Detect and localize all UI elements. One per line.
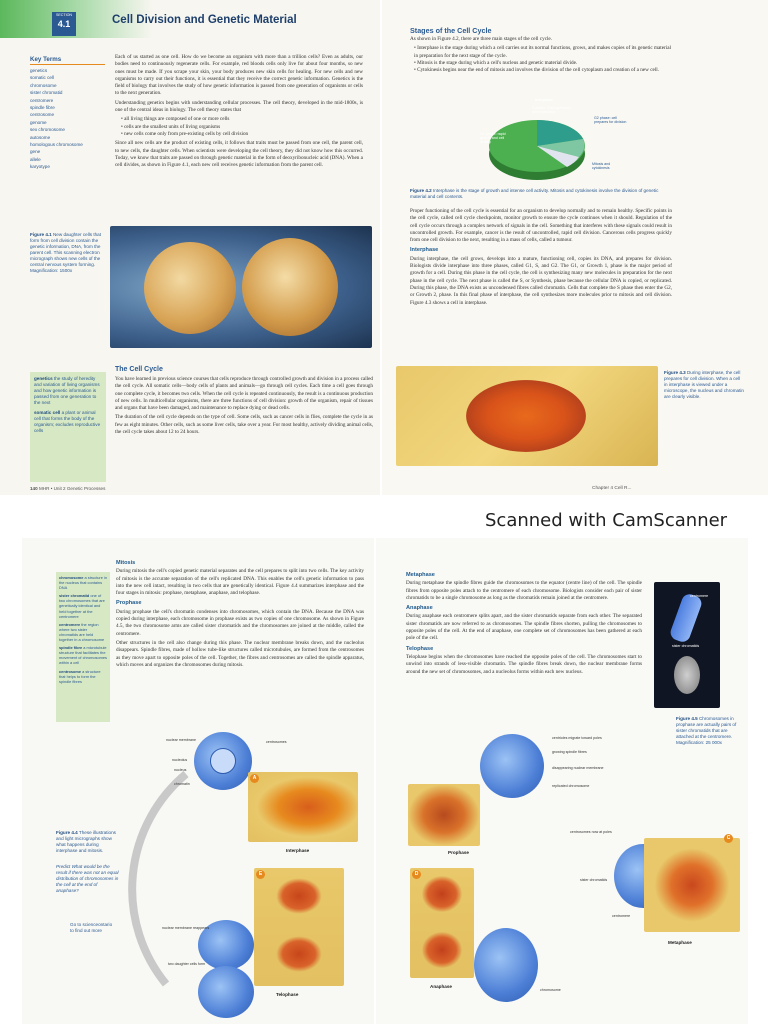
phases-text <box>406 572 642 678</box>
key-term: autosome <box>30 134 51 140</box>
key-term: allele <box>30 156 41 162</box>
anaphase-paragraph: During anaphase each centromere splits apart, and the sister chromatids separate from each other. The separated sister chromatids are now referred to as chromosomes. The spindle fibres shorten, pulling the chromosomes to opposite poles of the cell. At the end of anaphase, one complete set of chromosomes has been gathered at each pole of the cell. <box>406 613 642 642</box>
stages-bullet-list <box>410 45 672 74</box>
telophase-chromatin-top <box>276 878 322 914</box>
mitosis-paragraph: During mitosis the cell's copied genetic material separates and the cell prepares to split into two cells. The key activity of mitosis is the accurate separation of the cell's replicated DNA. This enables the cell's genetic information to pass into the new cell intact, resulting in two cells that are genetically identical. Figure 4.4 summarizes interphase and the four stages in mitosis: prophase, metaphase, anaphase, and telophase. <box>116 568 364 597</box>
interphase-nucleus-diagram <box>210 748 236 774</box>
cell-theory-bullet: • cells are the smallest units of living organisms <box>121 123 221 130</box>
cell-cycle-paragraph: You have learned in previous science courses that cells reproduce through controlled growth and division in a process called the cell cycle. All somatic cells—body cells of plants and animals—go through cell cycles. Each time a cell goes through one complete cycle, it becomes two cells. When the cell cycle is repeated continuously, the result is a continuous production of new cells. In multicellular organisms, there are three functions of cell division: growth of the organism, repair of tissues and organs that have been damaged, and maintenance to replace dying or dead cells. <box>115 376 373 412</box>
glossary-entry <box>34 410 102 434</box>
label-chromatin: chromatin <box>174 782 190 786</box>
section-title: Cell Division and Genetic Material <box>112 14 297 26</box>
bottom-spread-right-page <box>376 538 748 1024</box>
anaphase-set-top <box>422 876 462 912</box>
fig45-caption-text: Chromosomes in prophase are actually pairs of sister chromatids that are attached at the centromere. Magnification: 25 000x <box>676 716 737 745</box>
glossary-definition: a microtubule structure that facilitates the movement of chromosomes within a cell <box>59 645 108 666</box>
stage-bullet: • Cytokinesis begins near the end of mitosis and involves the division of the cell cytoplasm and creation of a new cell. <box>414 67 659 74</box>
label-centrosomes: centrosomes <box>266 740 287 744</box>
glossary-term: chromosome <box>59 575 85 580</box>
intro-text <box>115 54 363 171</box>
stage-label-anaphase: Anaphase <box>430 984 452 989</box>
page-number: 140 <box>30 486 38 491</box>
glossary-entry <box>59 622 107 642</box>
prophase-paragraph: During prophase the cell's chromatin condenses into chromosomes, which contain the DNA. Because the DNA was copied during interphase, each chromosome in prophase exists as two copies of one chromosome. As shown in Figure 4.5, the two chromosome arms are called sister chromatids and the chromosomes are joined at the middle, called the centromere. <box>116 608 364 637</box>
stages-intro: As shown in Figure 4.2, there are three main stages of the cell cycle. <box>410 36 553 42</box>
glossary-term: sister chromatid <box>59 593 91 599</box>
glossary-term: somatic cell <box>34 410 61 415</box>
fig43-caption-label: Figure 4.3 <box>664 370 686 375</box>
fig42-label-g1-phase: G1 phase: rapid growth and cell activity <box>480 132 506 144</box>
fig42-label-interphase: Interphase <box>535 98 554 102</box>
section-badge-number: 4.1 <box>57 19 71 29</box>
glossary-term: centromere <box>59 621 82 627</box>
anaphase-cell <box>474 928 538 1002</box>
prophase-cell <box>480 734 544 798</box>
stage-badge-e: E <box>256 870 265 879</box>
cell-cycle-text <box>115 376 373 438</box>
label-growing-spindle: growing spindle fibres <box>552 750 587 754</box>
anaphase-micrograph <box>410 868 474 978</box>
daughter-cell-right <box>242 238 338 336</box>
key-term: genome <box>30 119 47 125</box>
checkpoints-paragraph: Proper functioning of the cell cycle is essential for an organism to develop normally and to remain healthy. Specific points in the cell cycle, called cell cycle checkpoints, monitor growth to ensure the cycle continues when it should. Regulation of the cell cycle occurs through a complex network of signals in the cell. Something that interferes with these signals could result in uncontrolled growth. For example, cancer is the result of uncontrolled, rapid cell division. Cancerous cells progress quickly from one cell division to the next, resulting in a mass of cells, called a tumour. <box>410 208 672 244</box>
key-terms-heading: Key Terms <box>30 56 62 63</box>
fig43-caption <box>664 370 744 400</box>
fig44-caption-label: Figure 4.4 <box>56 830 78 835</box>
prophase-paragraph: Other structures in the cell also change during this phase. The nuclear membrane breaks down, and the nucleolus disappears. Spindle fibres, made of hollow tube-like structures called microtubules, are formed from the centrosomes as they move apart to opposite poles of the cell. Together, the fibres and centrosomes are called the spindle apparatus, which moves and organizes the chromosomes during mitosis. <box>116 639 364 668</box>
label-centrosomes-poles: centrosomes now at poles <box>570 830 612 834</box>
label-chromosome: chromosome <box>540 988 561 992</box>
glossary-entry <box>59 669 107 684</box>
fig44-caption <box>56 830 120 854</box>
fig41-micrograph <box>110 226 372 348</box>
telophase-chromatin-bottom <box>276 936 322 972</box>
intro-paragraph: Each of us started as one cell. How do we become an organism with more than a trillion cells? Even as adults, our bodies need to continuously regenerate cells. For example, red bloods cells only live for about four months, so new ones must be made. If you scrape your skin, your body produces new skin cells for healing. For new cells and new organisms to carry out their functions, it is essential that they receive the correct genetic information. Genetics is the field of biology that involves the study of how genetic information is passed from one generation of organisms or cells to the next generation. <box>115 54 363 97</box>
camscanner-watermark: Scanned with CamScanner <box>485 510 728 531</box>
stage-badge-c: C <box>724 834 733 843</box>
glossary-box <box>56 572 110 722</box>
telophase-heading: Telophase <box>406 645 434 652</box>
fig44-caption-text: These illustrations and light micrographs show what happens during interphase and mitosis. <box>56 830 116 853</box>
interphase-cell <box>194 732 252 790</box>
bottom-spread-left-page <box>22 538 374 1024</box>
label-disappearing-membrane: disappearing nuclear membrane <box>552 766 604 770</box>
stage-badge-d: D <box>412 870 421 879</box>
anaphase-set-bottom <box>422 932 462 968</box>
fig45-caption-label: Figure 4.5 <box>676 716 698 721</box>
glossary-entry <box>59 575 107 590</box>
intro-paragraph: Since all new cells are the product of existing cells, it follows that traits must be passed from one cell, the parent cell, to new cells, the daughter cells. When scientists were developing the cell theory, they did not know how this occurred. Today, we know that traits are passed on through genetic material in the form of deoxyribonucleic acid (DNA). When a cell divides, as shown in Figure 4.1, each new cell receives genetic information from the parent cell. <box>115 140 363 169</box>
metaphase-micrograph <box>644 838 740 932</box>
metaphase-paragraph: During metaphase the spindle fibres guide the chromosomes to the equator (centre line) of the cell. The spindle fibres from opposite poles attach to the centromere of each chromosome. Biologists consider each pair of sister chromatids to be a single chromosome as long as the chromatids remain joined at the centromere. <box>406 580 642 601</box>
label-two-daughter-cells: two daughter cells form <box>168 962 206 966</box>
key-term: somatic cell <box>30 75 54 81</box>
glossary-definition: the study of heredity and variation of living organisms and how genetic information is passed from one generation to the next <box>34 376 100 405</box>
fig41-caption-text: New daughter cells that form from cell division contain the genetic information, DNA, from the parent cell. This scanning electron micrograph shows new cells of the central nervous system forming. Magnification: 1500x <box>30 232 101 273</box>
telophase-cell-bottom <box>198 966 254 1018</box>
fig43-caption-text: During interphase, the cell prepares for cell division. When a cell in interphase is viewed under a microscope, the nucleus and chromatin are clearly visible. <box>664 370 744 399</box>
stage-bullet: • Mitosis is the stage during which a cell's nucleus and genetic material divide. <box>414 59 578 66</box>
fig42-label-s-phase: S phase: DNA synthesis and replication <box>532 106 571 114</box>
key-term: karyotype <box>30 164 50 170</box>
stage-label-prophase: Prophase <box>448 850 469 855</box>
glossary-term: genetics <box>34 376 53 381</box>
go-to-link[interactable]: Go to scienceontario to find out more <box>70 922 113 933</box>
label-centrioles-migrate: centrioles migrate toward poles <box>552 736 602 740</box>
key-term: sister chromatid <box>30 90 63 96</box>
key-term: homologous chromosome <box>30 142 83 148</box>
telophase-paragraph: Telophase begins when the chromosomes have reached the opposite poles of the cell. The chromosomes start to unwind into strands of less-visible chromatin. The spindle fibres break down, the nuclear membrane forms around the new set of chromosomes, and a nucleolus forms within each new nucleus. <box>406 653 642 675</box>
key-term: spindle fibre <box>30 105 55 111</box>
stage-label-telophase: Telophase <box>276 992 299 997</box>
interphase-paragraph: During interphase, the cell grows, develops into a mature, functioning cell, copies its DNA, and prepares for division. Biologists divide interphase into three phases, called G1, S, and G2. The G1, or Growth 1, phase is the major period of growth for a cell. During this phase in the cell cycle, the cell is synthesizing many new molecules in preparation for the next phase in the cell cycle. The next phase is called the S, or Synthesis, phase because the cellular DNA is copied, or replicated. During this phase, the DNA exists as uncondensed fibres called chromatin. Cells that complete the S phase then enter the G2, or Growth 2, phase. In this final phase of interphase, the cell synthesizes more molecules prior to mitosis and cell division. Figure 4.3 shows a cell in interphase. <box>410 255 672 306</box>
telophase-micrograph <box>254 868 344 986</box>
top-spread-right-page <box>382 0 768 495</box>
glossary-box <box>30 372 106 482</box>
label-replicated-chromosome: replicated chromosome <box>552 784 590 788</box>
fig41-caption-label: Figure 4.1 <box>30 232 52 237</box>
mitosis-heading: Mitosis <box>116 560 136 566</box>
stage-badge-a: A <box>250 774 259 783</box>
key-term: gene <box>30 149 41 155</box>
glossary-term: spindle fibre <box>59 645 84 651</box>
interphase-nucleus <box>466 380 586 452</box>
fig44-predict: Predict What would be the result if there was not an equal distribution of chromosomes in the cell at the end of anaphase? <box>56 864 119 893</box>
intro-paragraph: Understanding genetics begins with understanding cellular processes. The cell theory, developed in the mid-1800s, is one of the central ideas in biology. The cell theory states that <box>115 99 363 114</box>
mitosis-text <box>116 560 364 671</box>
cell-theory-list <box>115 116 363 138</box>
glossary-definition: a structure in the nucleus that contains DNA <box>59 575 108 591</box>
cell-cycle-heading: The Cell Cycle <box>115 366 163 373</box>
fig42-caption-text: Interphase is the stage of growth and intense cell activity. Mitosis and cytokinesis involve the division of genetic material and cell contents. <box>410 188 659 199</box>
fig41-caption <box>30 232 102 274</box>
glossary-definition: one of two chromosomes that are genetically identical and held together at the centromere <box>59 593 105 619</box>
stages-heading: Stages of the Cell Cycle <box>410 26 492 35</box>
section-badge <box>52 12 76 36</box>
metaphase-heading: Metaphase <box>406 572 435 578</box>
interphase-micrograph <box>248 772 358 842</box>
stages-text <box>410 36 672 74</box>
label-sister-chromatids: sister chromatids <box>580 878 608 882</box>
section-badge-label: SECTION <box>56 13 72 17</box>
key-term: chromosome <box>30 82 57 88</box>
page-footer-left <box>30 486 105 491</box>
stage-bullet: • Interphase is the stage during which a cell carries out its normal functions, grows, and makes copies of its genetic material in preparation for the next stage of the cycle. <box>414 45 671 59</box>
fig43-micrograph <box>396 366 658 466</box>
fig42-caption <box>410 188 672 200</box>
footer-unit-text: MHR • Unit 2 Genetic Processes <box>38 486 106 491</box>
label-nuclear-membrane: nuclear membrane <box>166 738 196 742</box>
cell-theory-bullet: • new cells come only from pre-existing cells by cell division <box>121 130 249 137</box>
daughter-cell-left <box>144 242 236 334</box>
glossary-term: centrosome <box>59 668 83 674</box>
checkpoints-text <box>410 208 672 309</box>
anaphase-heading: Anaphase <box>406 605 433 612</box>
fig42-label-mitosis: Mitosis and cytokinesis <box>592 162 611 170</box>
glossary-definition: a plant or animal cell that forms the body of the organism; excludes reproductive cells <box>34 410 101 433</box>
key-term: centrosome <box>30 112 55 118</box>
fig42-caption-label: Figure 4.2 <box>410 188 432 193</box>
stage-label-interphase: Interphase <box>286 848 310 853</box>
prophase-heading: Prophase <box>116 600 142 607</box>
stage-label-metaphase: Metaphase <box>668 940 692 945</box>
cell-theory-bullet: • all living things are composed of one or more cells <box>121 116 230 123</box>
key-terms-list <box>30 67 110 171</box>
fig42-label-g2-phase: G2 phase: cell prepares for division <box>594 116 627 124</box>
key-terms-rule <box>30 64 105 65</box>
label-nucleus: nucleus <box>174 768 187 772</box>
label-centromere: centromere <box>612 914 631 918</box>
interphase-heading: Interphase <box>410 247 439 254</box>
fig45-caption <box>676 716 742 746</box>
label-nucleolus: nucleolus <box>172 758 188 762</box>
glossary-definition: a structure that helps to form the spindle fibres <box>59 668 101 684</box>
chromosome-x-top <box>668 592 703 644</box>
glossary-definition: the region where two sister chromatids are held together in a chromosome <box>59 621 105 643</box>
page-footer-right: Chapter 4 Cell R... <box>592 486 632 491</box>
chromosome-x-bottom <box>674 656 700 694</box>
key-term: centromere <box>30 97 54 103</box>
prophase-micrograph <box>408 784 480 846</box>
top-spread-left-page <box>0 0 380 495</box>
key-term: genetics <box>30 68 48 73</box>
glossary-entry <box>59 645 107 665</box>
fig45-label-centromere: centromere <box>690 594 709 598</box>
cell-cycle-paragraph: The duration of the cell cycle depends on the type of cell. Some cells, such as cancer cells in flies, complete the cycle in as few as eight minutes. Other cells, such as some liver cells, take over a year. For most healthy, actively dividing animal cells, the cell cycle takes about 12 to 24 hours. <box>115 414 373 436</box>
glossary-entry <box>34 376 102 406</box>
fig45-label-sister-chromatids: sister chromatids <box>672 644 700 648</box>
key-term: sex chromosome <box>30 127 65 133</box>
glossary-entry <box>59 593 107 618</box>
label-nuclear-membrane-reappears: nuclear membrane reappears <box>162 926 210 930</box>
